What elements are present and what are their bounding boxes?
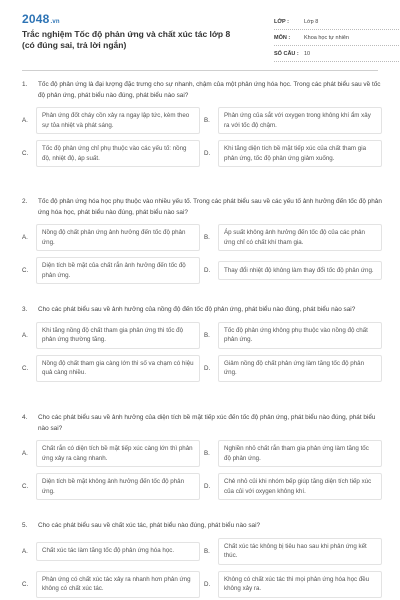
question-text: Tốc độ phản ứng là đại lượng đặc trưng cho sự nhanh, chậm của một phản ứng hóa học. Trong các phát biểu sau về tốc độ phản ứng, phát biểu nào đúng, phát biểu nào sai? bbox=[38, 81, 381, 99]
option-d[interactable] bbox=[204, 257, 382, 284]
option-c[interactable] bbox=[22, 355, 200, 382]
option-row bbox=[22, 257, 382, 284]
option-text: Không có chất xúc tác thì mọi phản ứng hóa học đều không xảy ra. bbox=[218, 571, 382, 598]
option-row bbox=[22, 538, 382, 565]
option-b[interactable] bbox=[204, 538, 382, 565]
option-c[interactable] bbox=[22, 257, 200, 284]
option-text: Phản ứng của sắt với oxygen trong không khí ẩm xảy ra với tốc độ chậm. bbox=[218, 107, 382, 134]
option-text: Chẻ nhỏ củi khi nhóm bếp giúp tăng diện tích tiếp xúc của củi với oxygen không khí. bbox=[218, 473, 382, 500]
meta-row-subject bbox=[274, 30, 399, 46]
option-letter: C. bbox=[22, 483, 29, 490]
option-a[interactable] bbox=[22, 440, 200, 467]
option-text: Chất xúc tác không bị tiêu hao sau khi phản ứng kết thúc. bbox=[218, 538, 382, 565]
header bbox=[22, 12, 382, 62]
question-5 bbox=[22, 521, 382, 598]
meta-value: 10 bbox=[304, 50, 311, 57]
meta-table bbox=[274, 14, 399, 62]
question-header bbox=[22, 521, 382, 532]
header-divider bbox=[22, 70, 378, 71]
option-c[interactable] bbox=[22, 140, 200, 167]
question-text: Cho các phát biểu sau về chất xúc tác, phát biểu nào đúng, phát biểu nào sai? bbox=[38, 522, 261, 529]
option-letter: A. bbox=[22, 547, 28, 555]
option-row bbox=[22, 473, 382, 500]
option-text: Chất rắn có diện tích bề mặt tiếp xúc càng lớn thì phản ứng xảy ra càng nhanh. bbox=[36, 440, 200, 467]
question-number: 3. bbox=[22, 306, 28, 313]
option-letter: B. bbox=[204, 331, 210, 339]
question-number: 4. bbox=[22, 414, 28, 421]
question-number: 2. bbox=[22, 198, 28, 205]
option-letter: B. bbox=[204, 234, 210, 241]
question-text: Tốc độ phản ứng hóa học phụ thuộc vào nhiều yếu tố. Trong các phát biểu sau về các yếu tố ảnh hưởng đến tốc độ phản ứng hóa học, phát biểu nào đúng, phát biểu nào sai? bbox=[38, 198, 382, 216]
option-b[interactable] bbox=[204, 224, 382, 251]
option-row bbox=[22, 322, 382, 349]
option-text: Tốc độ phản ứng không phụ thuộc vào nồng độ chất phản ứng. bbox=[218, 322, 382, 349]
option-letter: D. bbox=[204, 483, 211, 490]
option-text: Tốc độ phản ứng chỉ phụ thuộc vào các yếu tố: nồng độ, nhiệt độ, áp suất. bbox=[36, 140, 200, 167]
option-text: Phản ứng có chất xúc tác xảy ra nhanh hơn phản ứng không có chất xúc tác. bbox=[36, 571, 200, 598]
option-letter: A. bbox=[22, 450, 28, 457]
option-text: Diện tích bề mặt không ảnh hưởng đến tốc độ phản ứng. bbox=[36, 473, 200, 500]
option-c[interactable] bbox=[22, 571, 200, 598]
option-a[interactable] bbox=[22, 322, 200, 349]
meta-value: Khoa học tự nhiên bbox=[304, 34, 349, 41]
option-letter: B. bbox=[204, 117, 210, 124]
question-header bbox=[22, 80, 382, 101]
option-d[interactable] bbox=[204, 571, 382, 598]
option-letter: C. bbox=[22, 364, 29, 372]
meta-label: SỐ CÂU : bbox=[274, 50, 299, 57]
option-row bbox=[22, 107, 382, 134]
option-letter: A. bbox=[22, 234, 28, 241]
option-letter: B. bbox=[204, 547, 210, 555]
option-d[interactable] bbox=[204, 473, 382, 500]
option-d[interactable] bbox=[204, 355, 382, 382]
option-c[interactable] bbox=[22, 473, 200, 500]
option-row bbox=[22, 140, 382, 167]
option-row bbox=[22, 224, 382, 251]
site-logo[interactable] bbox=[22, 12, 60, 26]
option-row bbox=[22, 440, 382, 467]
option-a[interactable] bbox=[22, 107, 200, 134]
option-letter: D. bbox=[204, 150, 211, 157]
option-text: Khi tăng nồng độ chất tham gia phản ứng thì tốc độ phản ứng thường tăng. bbox=[36, 322, 200, 349]
option-b[interactable] bbox=[204, 322, 382, 349]
option-letter: A. bbox=[22, 117, 28, 124]
question-number: 5. bbox=[22, 522, 28, 529]
option-a[interactable] bbox=[22, 538, 200, 565]
question-1 bbox=[22, 80, 382, 167]
meta-label: LỚP : bbox=[274, 18, 289, 25]
page-title: Trắc nghiệm Tốc độ phản ứng và chất xúc tác lớp 8 (có đúng sai, trả lời ngắn) bbox=[22, 29, 231, 50]
option-row bbox=[22, 355, 382, 382]
question-number: 1. bbox=[22, 81, 28, 88]
question-3 bbox=[22, 305, 382, 382]
logo-suffix: .vn bbox=[50, 19, 60, 25]
meta-row-count bbox=[274, 46, 399, 62]
option-letter: A. bbox=[22, 331, 28, 339]
question-header bbox=[22, 305, 382, 316]
option-text: Chất xúc tác làm tăng tốc độ phản ứng hóa học. bbox=[36, 542, 200, 561]
option-text: Nghiền nhỏ chất rắn tham gia phản ứng làm tăng tốc độ phản ứng. bbox=[218, 440, 382, 467]
question-header bbox=[22, 197, 382, 218]
option-text: Nồng độ chất tham gia càng lớn thì số va chạm có hiệu quả càng nhiều. bbox=[36, 355, 200, 382]
option-text: Nồng độ chất phản ứng ảnh hưởng đến tốc độ phản ứng. bbox=[36, 224, 200, 251]
option-d[interactable] bbox=[204, 140, 382, 167]
question-2 bbox=[22, 197, 382, 284]
option-letter: C. bbox=[22, 150, 29, 157]
option-letter: D. bbox=[204, 267, 211, 274]
question-4 bbox=[22, 413, 382, 500]
meta-value: Lớp 8 bbox=[304, 18, 319, 25]
meta-row-class bbox=[274, 14, 399, 30]
option-letter: C. bbox=[22, 580, 29, 588]
option-b[interactable] bbox=[204, 107, 382, 134]
option-a[interactable] bbox=[22, 224, 200, 251]
option-text: Thay đổi nhiệt độ không làm thay đổi tốc độ phản ứng. bbox=[218, 261, 382, 280]
question-text: Cho các phát biểu sau về ảnh hưởng của diện tích bề mặt tiếp xúc đến tốc độ phản ứng, phát biểu nào đúng, phát biểu nào sai? bbox=[38, 414, 376, 432]
option-text: Phản ứng đốt cháy cồn xảy ra ngay lập tức, kèm theo sự tỏa nhiệt và phát sáng. bbox=[36, 107, 200, 134]
option-letter: D. bbox=[204, 364, 211, 372]
option-text: Áp suất không ảnh hưởng đến tốc độ của các phản ứng chỉ có chất khí tham gia. bbox=[218, 224, 382, 251]
option-text: Khi tăng diện tích bề mặt tiếp xúc của chất tham gia phản ứng, tốc độ phản ứng giảm xuống. bbox=[218, 140, 382, 167]
option-letter: B. bbox=[204, 450, 210, 457]
option-row bbox=[22, 571, 382, 598]
option-letter: D. bbox=[204, 580, 211, 588]
question-header bbox=[22, 413, 382, 434]
option-text: Giảm nồng độ chất phản ứng làm tăng tốc độ phản ứng. bbox=[218, 355, 382, 382]
question-text: Cho các phát biểu sau về ảnh hưởng của nồng độ đến tốc độ phản ứng, phát biểu nào đúng, phát biểu nào sai? bbox=[38, 306, 356, 313]
option-b[interactable] bbox=[204, 440, 382, 467]
logo-text: 2048 bbox=[22, 12, 50, 26]
meta-label: MÔN : bbox=[274, 34, 291, 41]
option-letter: C. bbox=[22, 267, 29, 274]
option-text: Diện tích bề mặt của chất rắn ảnh hưởng đến tốc độ phản ứng. bbox=[36, 257, 200, 284]
